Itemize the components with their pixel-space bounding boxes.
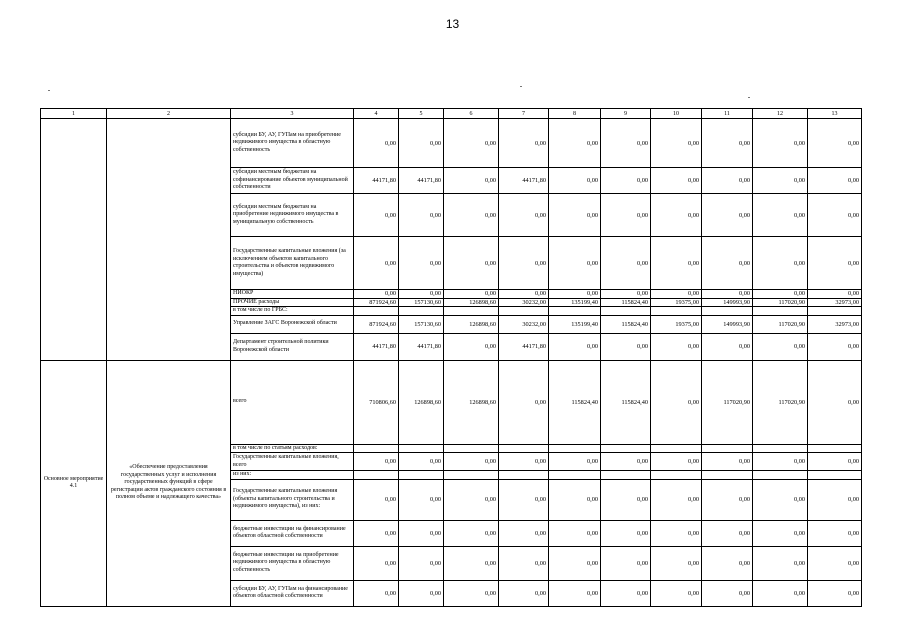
value-cell: 0,00 bbox=[549, 168, 601, 194]
value-cell bbox=[753, 471, 808, 480]
value-cell: 0,00 bbox=[702, 520, 753, 546]
value-cell: 149993,90 bbox=[702, 315, 753, 333]
value-cell: 0,00 bbox=[651, 290, 702, 299]
col-header: 1 bbox=[41, 109, 107, 119]
value-cell: 0,00 bbox=[702, 333, 753, 360]
value-cell: 871924,60 bbox=[354, 298, 399, 307]
value-cell: 0,00 bbox=[808, 546, 862, 580]
value-cell: 115824,40 bbox=[601, 298, 651, 307]
row-label: ПРОЧИЕ расходы bbox=[231, 298, 354, 307]
row-label: Государственные капитальные вложения, всего bbox=[231, 453, 354, 471]
scan-speck bbox=[48, 90, 50, 91]
value-cell bbox=[651, 471, 702, 480]
col-header: 9 bbox=[601, 109, 651, 119]
value-cell bbox=[399, 307, 444, 316]
value-cell bbox=[753, 444, 808, 453]
value-cell: 157130,60 bbox=[399, 298, 444, 307]
value-cell: 126898,60 bbox=[399, 360, 444, 444]
value-cell: 871924,60 bbox=[354, 315, 399, 333]
value-cell: 0,00 bbox=[753, 290, 808, 299]
value-cell: 0,00 bbox=[651, 520, 702, 546]
value-cell: 0,00 bbox=[444, 453, 499, 471]
value-cell: 0,00 bbox=[651, 479, 702, 520]
scan-speck bbox=[520, 86, 522, 87]
value-cell: 0,00 bbox=[354, 479, 399, 520]
value-cell bbox=[702, 307, 753, 316]
value-cell: 0,00 bbox=[808, 237, 862, 290]
value-cell: 0,00 bbox=[702, 237, 753, 290]
row-label: субсидии местным бюджетам на софинансирование объектов муниципальной собственности bbox=[231, 168, 354, 194]
value-cell: 0,00 bbox=[702, 194, 753, 237]
value-cell: 0,00 bbox=[808, 119, 862, 168]
row-label: из них: bbox=[231, 471, 354, 480]
value-cell: 0,00 bbox=[549, 333, 601, 360]
col1-blank bbox=[41, 119, 107, 361]
row-label: субсидии БУ, АУ, ГУПам на приобретение недвижимого имущества в областную собственность bbox=[231, 119, 354, 168]
value-cell: 0,00 bbox=[399, 237, 444, 290]
value-cell: 0,00 bbox=[753, 479, 808, 520]
value-cell bbox=[601, 471, 651, 480]
value-cell: 0,00 bbox=[499, 453, 549, 471]
value-cell: 115824,40 bbox=[601, 360, 651, 444]
table-row bbox=[41, 119, 862, 168]
value-cell: 30232,00 bbox=[499, 298, 549, 307]
row-label: в том числе по статьям расходов: bbox=[231, 444, 354, 453]
value-cell: 0,00 bbox=[753, 119, 808, 168]
value-cell: 0,00 bbox=[499, 237, 549, 290]
value-cell: 0,00 bbox=[753, 520, 808, 546]
row-label: бюджетные инвестиции на приобретение недвижимого имущества в областную собственность bbox=[231, 546, 354, 580]
value-cell: 0,00 bbox=[601, 333, 651, 360]
budget-table bbox=[40, 108, 862, 607]
row-label: бюджетные инвестиции на финансирование объектов областной собственности bbox=[231, 520, 354, 546]
col-header: 2 bbox=[107, 109, 231, 119]
value-cell: 0,00 bbox=[499, 520, 549, 546]
value-cell: 0,00 bbox=[753, 580, 808, 606]
value-cell: 0,00 bbox=[808, 520, 862, 546]
value-cell bbox=[753, 307, 808, 316]
value-cell: 115824,40 bbox=[601, 315, 651, 333]
value-cell: 0,00 bbox=[808, 360, 862, 444]
value-cell bbox=[354, 307, 399, 316]
value-cell: 0,00 bbox=[549, 453, 601, 471]
value-cell: 0,00 bbox=[444, 479, 499, 520]
value-cell: 0,00 bbox=[808, 479, 862, 520]
value-cell: 0,00 bbox=[499, 360, 549, 444]
value-cell: 149993,90 bbox=[702, 298, 753, 307]
value-cell: 117020,90 bbox=[702, 360, 753, 444]
col-header: 13 bbox=[808, 109, 862, 119]
value-cell: 0,00 bbox=[808, 168, 862, 194]
value-cell: 0,00 bbox=[399, 546, 444, 580]
value-cell: 0,00 bbox=[601, 546, 651, 580]
value-cell bbox=[651, 444, 702, 453]
value-cell: 19375,00 bbox=[651, 298, 702, 307]
value-cell: 0,00 bbox=[354, 290, 399, 299]
value-cell: 0,00 bbox=[753, 333, 808, 360]
value-cell: 0,00 bbox=[444, 290, 499, 299]
value-cell: 0,00 bbox=[549, 479, 601, 520]
value-cell: 0,00 bbox=[444, 580, 499, 606]
value-cell: 0,00 bbox=[354, 520, 399, 546]
col-header: 6 bbox=[444, 109, 499, 119]
row-label: Управление ЗАГС Воронежской области bbox=[231, 315, 354, 333]
value-cell bbox=[499, 307, 549, 316]
table-row bbox=[41, 360, 862, 444]
value-cell bbox=[499, 444, 549, 453]
value-cell: 0,00 bbox=[651, 546, 702, 580]
value-cell bbox=[549, 471, 601, 480]
value-cell: 0,00 bbox=[549, 520, 601, 546]
col-header: 8 bbox=[549, 109, 601, 119]
value-cell: 0,00 bbox=[651, 453, 702, 471]
column-number-row bbox=[41, 109, 862, 119]
value-cell bbox=[808, 444, 862, 453]
value-cell: 0,00 bbox=[808, 333, 862, 360]
value-cell: 0,00 bbox=[444, 168, 499, 194]
value-cell: 44171,80 bbox=[354, 168, 399, 194]
value-cell: 117020,90 bbox=[753, 315, 808, 333]
value-cell: 0,00 bbox=[601, 453, 651, 471]
value-cell: 0,00 bbox=[702, 290, 753, 299]
value-cell: 0,00 bbox=[808, 194, 862, 237]
value-cell: 126898,60 bbox=[444, 315, 499, 333]
value-cell: 0,00 bbox=[549, 546, 601, 580]
col-header: 11 bbox=[702, 109, 753, 119]
value-cell bbox=[399, 444, 444, 453]
value-cell: 0,00 bbox=[651, 360, 702, 444]
row-label: в том числе по ГРБС: bbox=[231, 307, 354, 316]
value-cell: 135199,40 bbox=[549, 298, 601, 307]
value-cell: 0,00 bbox=[549, 580, 601, 606]
value-cell: 0,00 bbox=[444, 119, 499, 168]
value-cell bbox=[354, 444, 399, 453]
value-cell: 0,00 bbox=[601, 580, 651, 606]
value-cell: 0,00 bbox=[601, 119, 651, 168]
row-label: Департамент строительной политики Воронежской области bbox=[231, 333, 354, 360]
value-cell: 0,00 bbox=[808, 290, 862, 299]
value-cell: 0,00 bbox=[808, 580, 862, 606]
value-cell: 32973,00 bbox=[808, 298, 862, 307]
value-cell: 0,00 bbox=[499, 290, 549, 299]
value-cell: 0,00 bbox=[651, 194, 702, 237]
value-cell bbox=[702, 444, 753, 453]
col-header: 3 bbox=[231, 109, 354, 119]
value-cell: 19375,00 bbox=[651, 315, 702, 333]
value-cell: 0,00 bbox=[601, 479, 651, 520]
value-cell: 0,00 bbox=[753, 546, 808, 580]
value-cell: 0,00 bbox=[651, 333, 702, 360]
value-cell: 0,00 bbox=[753, 194, 808, 237]
value-cell: 0,00 bbox=[549, 290, 601, 299]
value-cell: 0,00 bbox=[753, 237, 808, 290]
value-cell: 0,00 bbox=[753, 453, 808, 471]
value-cell: 0,00 bbox=[651, 580, 702, 606]
value-cell: 32973,00 bbox=[808, 315, 862, 333]
event-name: «Обеспечение предоставления государственных услуг и исполнения государственных функций в сфере регистрации актов гражданского состояния в полном объеме и надлежащего качества» bbox=[107, 360, 231, 606]
value-cell: 126898,60 bbox=[444, 360, 499, 444]
value-cell: 44171,80 bbox=[354, 333, 399, 360]
value-cell: 0,00 bbox=[549, 119, 601, 168]
value-cell: 0,00 bbox=[702, 168, 753, 194]
value-cell: 0,00 bbox=[399, 290, 444, 299]
value-cell: 157130,60 bbox=[399, 315, 444, 333]
col-header: 12 bbox=[753, 109, 808, 119]
value-cell bbox=[549, 444, 601, 453]
value-cell: 30232,00 bbox=[499, 315, 549, 333]
value-cell: 0,00 bbox=[499, 479, 549, 520]
value-cell: 0,00 bbox=[399, 119, 444, 168]
value-cell: 0,00 bbox=[651, 119, 702, 168]
value-cell bbox=[601, 307, 651, 316]
value-cell: 0,00 bbox=[354, 546, 399, 580]
value-cell: 0,00 bbox=[601, 194, 651, 237]
value-cell: 0,00 bbox=[601, 520, 651, 546]
value-cell: 0,00 bbox=[354, 580, 399, 606]
row-label: Государственные капитальные вложения (объекты капитального строительства и недвижимого имущества), из них: bbox=[231, 479, 354, 520]
value-cell: 0,00 bbox=[499, 546, 549, 580]
value-cell: 0,00 bbox=[601, 168, 651, 194]
row-label: субсидии БУ, АУ, ГУПам на финансирование объектов областной собственности bbox=[231, 580, 354, 606]
value-cell: 0,00 bbox=[444, 520, 499, 546]
page-number: 13 bbox=[445, 17, 460, 31]
value-cell: 126898,60 bbox=[444, 298, 499, 307]
value-cell: 44171,80 bbox=[399, 333, 444, 360]
value-cell: 0,00 bbox=[601, 237, 651, 290]
col-header: 10 bbox=[651, 109, 702, 119]
value-cell: 115824,40 bbox=[549, 360, 601, 444]
col2-blank bbox=[107, 119, 231, 361]
value-cell: 44171,80 bbox=[499, 168, 549, 194]
value-cell bbox=[444, 444, 499, 453]
value-cell: 0,00 bbox=[399, 453, 444, 471]
row-label: Государственные капитальные вложения (за исключением объектов капитального строительства и объектов недвижимого имущества) bbox=[231, 237, 354, 290]
value-cell: 0,00 bbox=[702, 580, 753, 606]
value-cell: 44171,80 bbox=[399, 168, 444, 194]
value-cell: 0,00 bbox=[702, 453, 753, 471]
value-cell bbox=[702, 471, 753, 480]
value-cell: 710806,60 bbox=[354, 360, 399, 444]
value-cell: 0,00 bbox=[354, 194, 399, 237]
value-cell: 117020,90 bbox=[753, 360, 808, 444]
value-cell: 0,00 bbox=[702, 119, 753, 168]
col-header: 4 bbox=[354, 109, 399, 119]
value-cell: 0,00 bbox=[354, 119, 399, 168]
value-cell bbox=[808, 307, 862, 316]
value-cell: 0,00 bbox=[499, 580, 549, 606]
value-cell: 0,00 bbox=[354, 453, 399, 471]
value-cell bbox=[444, 471, 499, 480]
value-cell: 0,00 bbox=[499, 194, 549, 237]
value-cell: 0,00 bbox=[651, 237, 702, 290]
row-label: НИОКР bbox=[231, 290, 354, 299]
value-cell: 0,00 bbox=[444, 546, 499, 580]
value-cell: 117020,90 bbox=[753, 298, 808, 307]
value-cell bbox=[444, 307, 499, 316]
value-cell: 0,00 bbox=[753, 168, 808, 194]
value-cell: 0,00 bbox=[354, 237, 399, 290]
col-header: 7 bbox=[499, 109, 549, 119]
value-cell bbox=[499, 471, 549, 480]
value-cell: 0,00 bbox=[601, 290, 651, 299]
value-cell: 0,00 bbox=[399, 479, 444, 520]
value-cell: 0,00 bbox=[702, 546, 753, 580]
value-cell bbox=[601, 444, 651, 453]
value-cell: 0,00 bbox=[444, 237, 499, 290]
value-cell: 135199,40 bbox=[549, 315, 601, 333]
value-cell: 0,00 bbox=[651, 168, 702, 194]
col-header: 5 bbox=[399, 109, 444, 119]
value-cell: 0,00 bbox=[444, 194, 499, 237]
value-cell: 44171,80 bbox=[499, 333, 549, 360]
scan-speck bbox=[748, 97, 750, 98]
value-cell bbox=[549, 307, 601, 316]
value-cell bbox=[399, 471, 444, 480]
value-cell: 0,00 bbox=[549, 194, 601, 237]
value-cell bbox=[354, 471, 399, 480]
value-cell: 0,00 bbox=[399, 580, 444, 606]
value-cell: 0,00 bbox=[399, 520, 444, 546]
value-cell: 0,00 bbox=[444, 333, 499, 360]
row-label: всего bbox=[231, 360, 354, 444]
value-cell bbox=[808, 471, 862, 480]
value-cell: 0,00 bbox=[808, 453, 862, 471]
value-cell: 0,00 bbox=[702, 479, 753, 520]
value-cell: 0,00 bbox=[399, 194, 444, 237]
value-cell: 0,00 bbox=[549, 237, 601, 290]
value-cell bbox=[651, 307, 702, 316]
event-code: Основное мероприятие 4.1 bbox=[41, 360, 107, 606]
value-cell: 0,00 bbox=[499, 119, 549, 168]
row-label: субсидии местным бюджетам на приобретение недвижимого имущества в муниципальную собственность bbox=[231, 194, 354, 237]
